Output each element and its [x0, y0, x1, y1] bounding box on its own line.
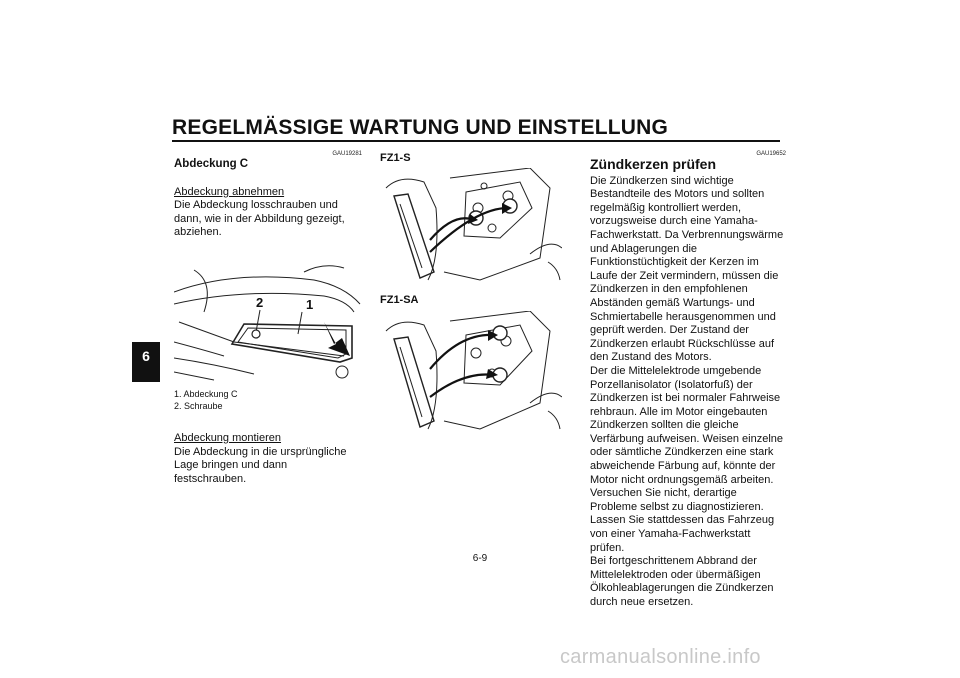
model-label-fz1sa: FZ1-SA	[380, 293, 419, 306]
subheading-remove: Abdeckung abnehmen	[174, 185, 285, 198]
figure-captions	[174, 388, 362, 412]
chapter-tab: 6	[132, 342, 160, 382]
paragraph-3: Bei fortgeschrittenem Abbrand der Mittelelektroden oder übermäßigen Ölkohleablagerungen die Zündkerzen durch neue ersetzen.	[590, 555, 774, 608]
spark-plug-illustration-fz1s	[380, 168, 562, 286]
figure-label-1: 1	[306, 296, 314, 312]
left-column	[174, 150, 362, 486]
section-code: GAU19652	[756, 151, 786, 157]
page-number: 6-9	[472, 553, 488, 564]
spark-plug-illustration-fz1sa	[380, 311, 562, 435]
model-label-fz1s: FZ1-S	[380, 152, 411, 164]
spark-plug-icon	[493, 326, 507, 340]
section-code: GAU19281	[332, 151, 362, 157]
install-instructions: Die Abdeckung in die ursprüngliche Lage bringen und dann festschrauben.	[174, 445, 347, 485]
paragraph-2: Der die Mittelelektrode umgebende Porzellanisolator (Isolatorfuß) der Zündkerzen ist bei normaler Fahrweise rehbraun. Alle im Motor eingebauten Zündkerzen sollten die gleiche Verfärbung aufweisen. Weisen einzelne oder sämtliche Zündkerzen eine stark abweichende Färbung auf, könnte der Motor nicht ordnungsgemäß arbeiten. Versuchen Sie nicht, derartige Probleme selbst zu diagnostizieren. Lassen Sie stattdessen das Fahrzeug von einer Yamaha-Fachwerkstatt prüfen.	[590, 364, 784, 554]
header-rule	[172, 140, 780, 142]
caption-item: 1. Abdeckung C	[174, 388, 238, 399]
middle-column	[380, 150, 562, 435]
watermark: carmanualsonline.info	[560, 646, 761, 668]
remove-instructions: Die Abdeckung losschrauben und dann, wie in der Abbildung gezeigt, abziehen.	[174, 199, 345, 239]
paragraph-1: Die Zündkerzen sind wichtige Bestandteile des Motors und sollten regelmäßig kontrolliert werden, vorzugsweise durch eine Yamaha-Fachwerkstatt. Da Verbrennungswärme und Ablagerungen die Funktionstüchtigkeit der Kerzen im Laufe der Zeit vermindern, müssen die Zündkerzen in den empfohlenen Abständen gemäß Wartungs- und Schmiertabelle herausgenommen und geprüft werden. Der Zustand der Zündkerzen erlaubt Rückschlüsse auf den Zustand des Motors.	[590, 174, 784, 364]
cover-illustration	[174, 252, 362, 384]
right-column	[590, 150, 786, 610]
page-title: REGELMÄSSIGE WARTUNG UND EINSTELLUNG	[172, 116, 669, 139]
section-title-abdeckung: Abdeckung C	[174, 158, 249, 170]
figure-label-2: 2	[256, 294, 264, 310]
subheading-install: Abdeckung montieren	[174, 431, 282, 444]
section-title-zuendkerzen: Zündkerzen prüfen	[590, 156, 717, 172]
screw-icon	[252, 330, 260, 338]
caption-item: 2. Schraube	[174, 400, 223, 411]
